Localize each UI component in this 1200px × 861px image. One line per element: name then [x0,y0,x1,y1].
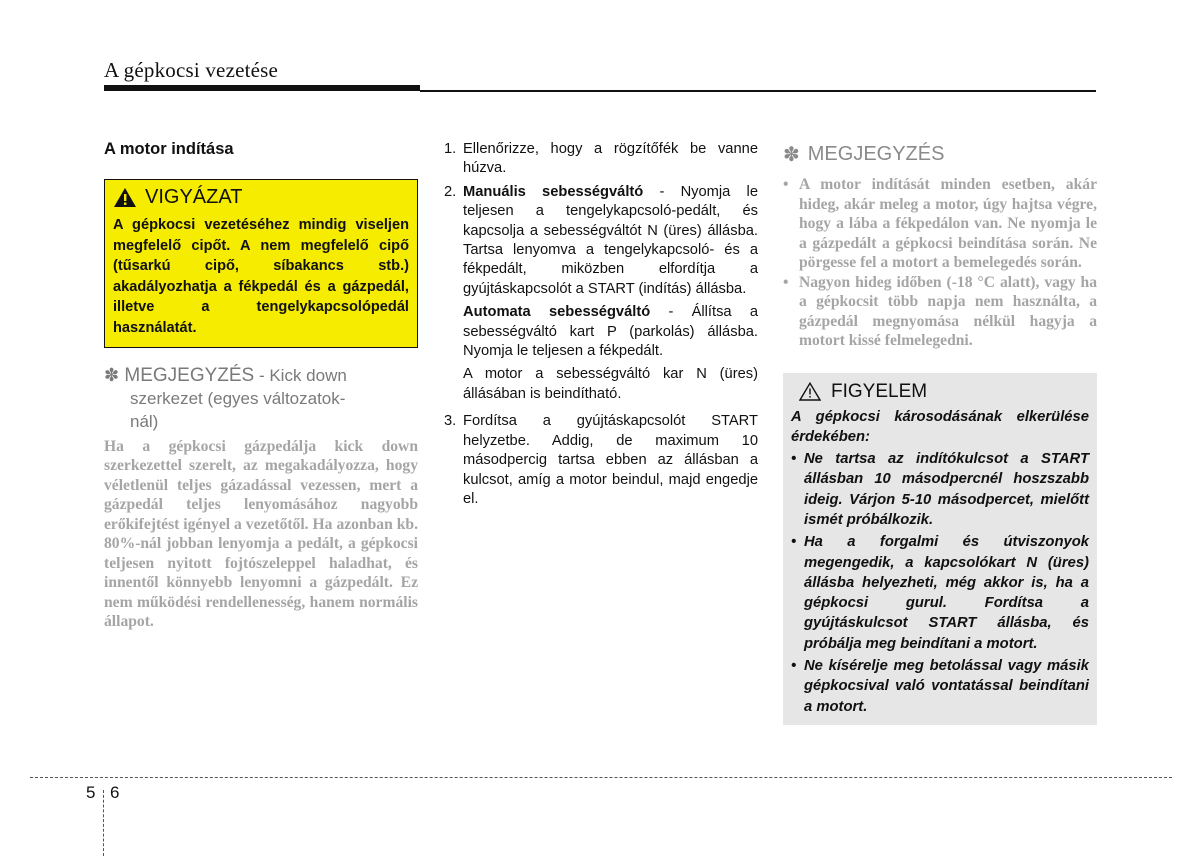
note-text: Ha a gépkocsi gázpedálja kick down szerkezettel szerelt, az megakadályozza, hogy véletlenül teljes gázadással vezessen, mert a gázpedál teljes lenyomásához nagyobb erőkifejtést igényel a vezetőtől. Ha azonban kb. 80%-nál jobban lenyomja a pedált, a gépkocsi teljesen nyitott fojtószeleppel haladhat, és innentől könnyebb lenyomni a gázpedált. Ez nem működési rendellenesség, hanem normális állapot. [104,437,418,631]
note-bullet [783,175,1097,273]
list-text: Ellenőrizze, hogy a rögzítőfék be vanne húzva. [463,141,758,177]
asterisk-icon: ✽ [783,144,800,166]
column-left [104,140,418,632]
manual-paragraph [463,183,758,299]
warning-bullet-text: Ne kísérelje meg betolással vagy másik gépkocsival való vontatással beindítani a motort. [804,658,1089,715]
note-body [783,175,1097,351]
bullet-icon: • [791,658,797,675]
footer-dashed-rule [30,777,1172,778]
caution-box [104,179,418,348]
note-title: MEGJEGYZÉS [124,364,255,386]
warning-bullet [791,532,1089,654]
warning-title [799,381,1089,403]
warning-bullet [791,656,1089,717]
warning-triangle-icon [113,187,137,208]
note-bullet-text: A motor indítását minden esetben, akár hideg, akár meleg a motor, úgy hajtsa végre, hogy a lába a fékpedálon van. Ne nyomja le a gázpedált a gépkocsi beindítása során. Ne pörgesse fel a motort a bemelegedés során. [799,176,1097,271]
bullet-icon: • [791,451,797,468]
page-number: 6 [110,783,120,802]
list-item [444,412,758,509]
caution-text: A gépkocsi vezetéséhez mindig viseljen megfelelő cipőt. A nem megfelelő cipő (tűsarkú cipő, síbakancs stb.) akadályozhatja a fékpedál és a gázpedál, illetve a tengelykapcsolópedál használatát. [113,217,409,336]
list-number: 3. [444,413,457,430]
note-subtitle-3: nál) [130,411,159,431]
footer-dashed-divider [103,790,104,856]
column-middle [444,140,758,513]
header-thin-rule [420,90,1096,92]
note-bullet [783,273,1097,351]
list-number: 2. [444,183,457,200]
warning-triangle-icon [799,382,821,401]
note-heading [104,364,418,433]
note-heading [783,142,1097,167]
warning-title-text: FIGYELEM [831,380,928,402]
caution-title [113,186,409,209]
list-text: Fordítsa a gyújtáskapcsolót START helyzetbe. Addig, de maximum 10 másodpercig tartsa ebben az állásban a kulcsot, amíg a motor beindul, majd engedje el. [463,413,758,507]
automatic-label: Automata sebességváltó [463,304,651,321]
asterisk-icon: ✽ [104,364,120,385]
list-item [444,140,758,179]
manual-label: Manuális sebességváltó [463,183,644,200]
bullet-icon: • [791,534,797,551]
list-item [444,183,758,408]
bullet-icon: • [783,273,789,291]
list-body [463,183,758,408]
automatic-text: - Állítsa a sebességváltó kart P (parkolás) állásba. Nyomja le teljesen a fékpedált. [463,304,758,360]
page-header-title: A gépkocsi vezetése [104,58,279,82]
note-subtitle-2: szerkezet (egyes változatok- [130,388,346,408]
warning-text [791,407,1089,717]
warning-bullet [791,449,1089,530]
warning-bullet-text: Ne tartsa az indítókulcsot a START állásban 10 másodpercnél hoszszabb ideig. Várjon 5-10 másodpercet, mielőtt ismét próbálkozik. [804,451,1089,528]
note-subtitle-1: - Kick down [254,365,347,385]
section-heading: A motor indítása [104,140,234,158]
bullet-icon: • [783,176,789,193]
warning-intro: A gépkocsi károsodásának elkerülése érdekében: [791,408,1089,445]
warning-box [783,373,1097,725]
neutral-text: A motor a sebességváltó kar N (üres) állásában is beindítható. [463,366,758,402]
section-number: 5 [86,783,96,802]
warning-bullet-text: Ha a forgalmi és útviszonyok megengedik, a kapcsolókart N (üres) állásba helyezheti, még akkor is, ha a gépkocsi gurul. Fordítsa a gyújtáskulcsot START állásba, és próbálja meg beindítani a motort. [804,534,1089,652]
note-title: MEGJEGYZÉS [807,143,945,165]
header-thick-rule [104,85,420,91]
manual-text: - Nyomja le teljesen a tengelykapcsoló-pedált, és kapcsolja a sebességváltót N (üres) állásba. Tartsa lenyomva a tengelykapcsoló- és a fékpedált, miközben elfordítja a gyújtáskapcsolót a START (indítás) állásba. [463,183,758,297]
list-number: 1. [444,141,457,157]
automatic-paragraph [463,303,758,361]
column-right [783,140,1097,725]
caution-title-text: VIGYÁZAT [145,186,243,208]
note-bullet-text: Nagyon hideg időben (-18 °C alatt), vagy ha a gépkocsit több napja nem használta, a gázpedál megnyomása nélkül hagyja a motort kissé felmelegedni. [799,273,1097,349]
